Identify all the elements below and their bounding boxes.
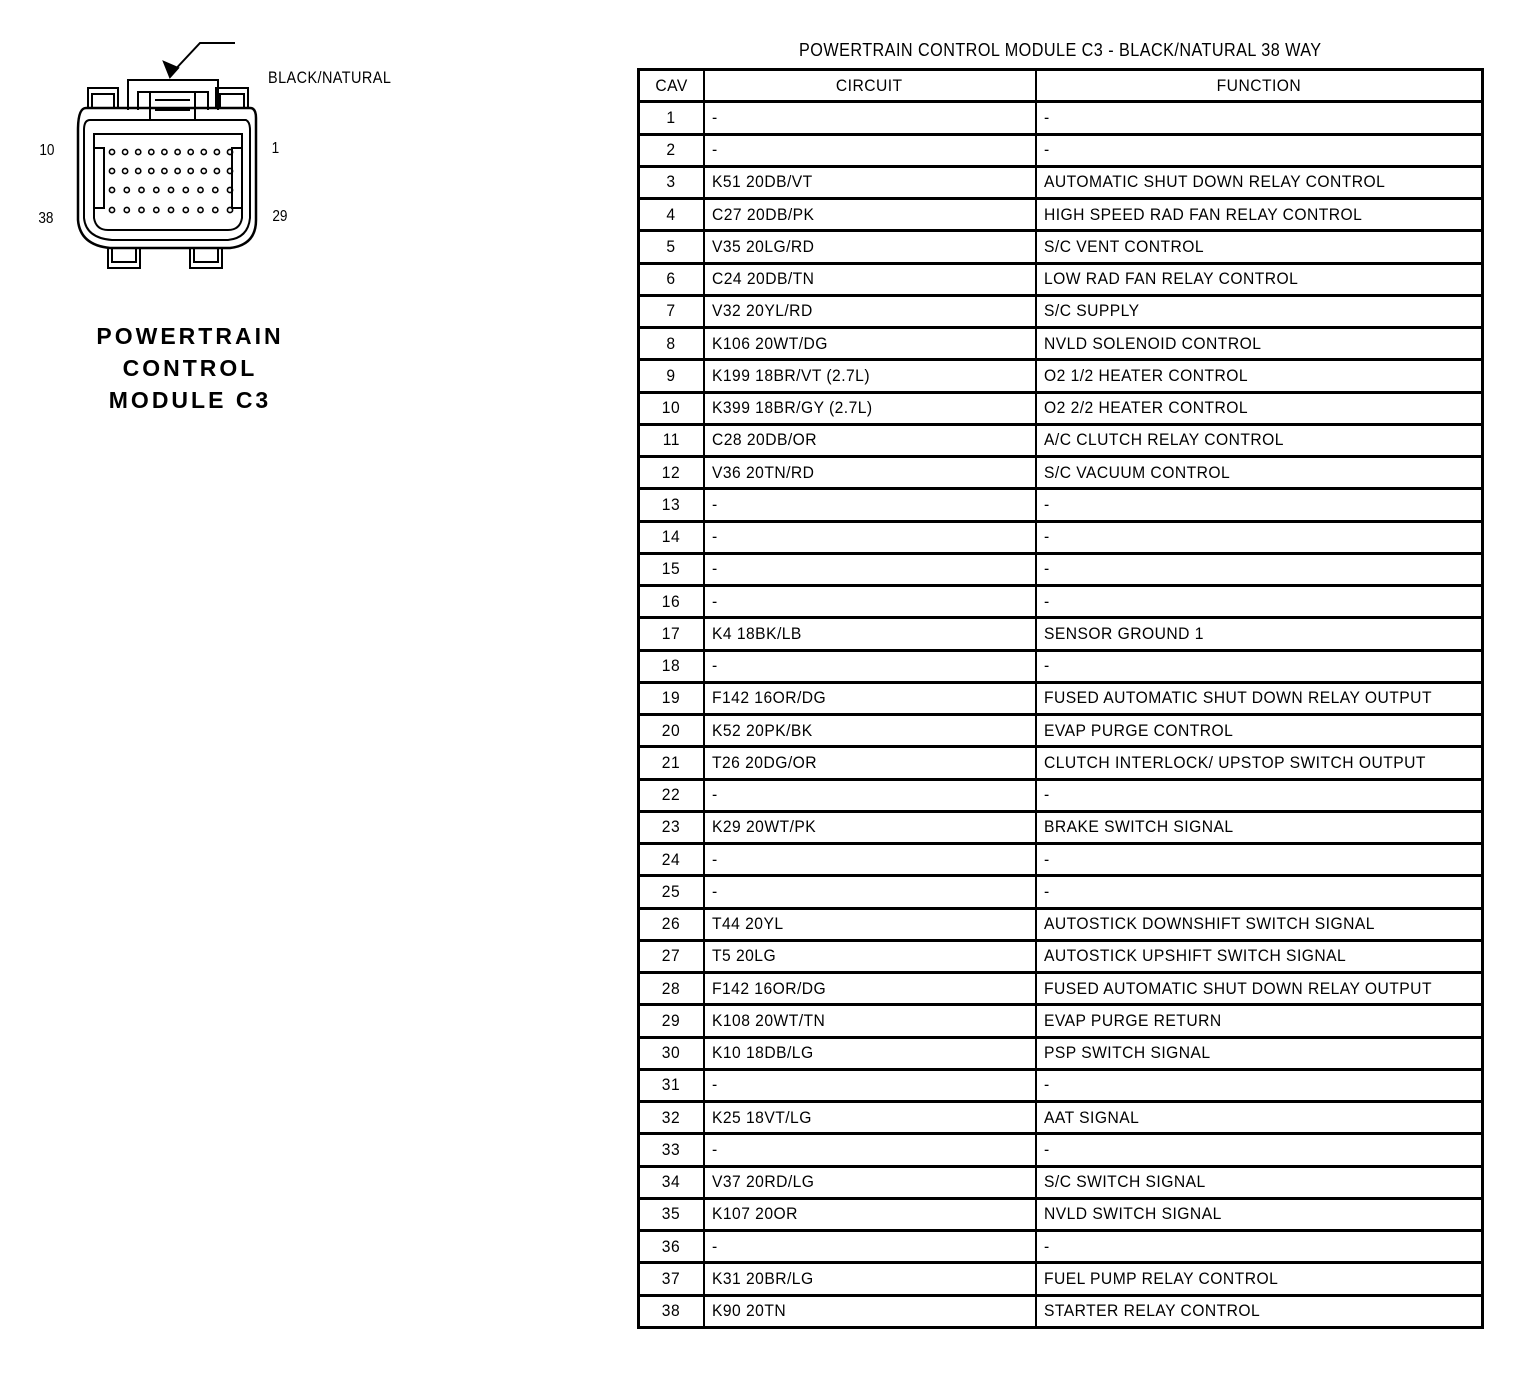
cav-cell: 12 (639, 457, 704, 489)
cav-cell: 14 (639, 521, 704, 553)
table-row (639, 844, 1483, 876)
connector-pin (154, 207, 159, 212)
connector-title-line-1: POWERTRAIN (96, 323, 284, 349)
function-cell: S/C VACUUM CONTROL (1036, 457, 1483, 489)
function-cell: FUSED AUTOMATIC SHUT DOWN RELAY OUTPUT (1036, 682, 1483, 714)
cav-cell: 17 (639, 618, 704, 650)
circuit-cell: - (704, 876, 1036, 908)
circuit-cell: K4 18BK/LB (704, 618, 1036, 650)
table-row (639, 876, 1483, 908)
function-cell: EVAP PURGE RETURN (1036, 1005, 1483, 1037)
function-cell: - (1036, 876, 1483, 908)
connector-pin (109, 168, 114, 173)
connector-pin (198, 187, 203, 192)
circuit-cell: F142 16OR/DG (704, 973, 1036, 1005)
connector-pin (183, 207, 188, 212)
table-row (639, 940, 1483, 972)
table-row (639, 424, 1483, 456)
callout-color-label: BLACK/NATURAL (268, 68, 392, 87)
function-cell: - (1036, 1069, 1483, 1101)
circuit-cell: T44 20YL (704, 908, 1036, 940)
connector-pin (162, 149, 167, 154)
connector-pin (198, 207, 203, 212)
table-row (639, 682, 1483, 714)
function-cell: - (1036, 521, 1483, 553)
function-cell: - (1036, 489, 1483, 521)
circuit-cell: K31 20BR/LG (704, 1263, 1036, 1295)
pin-label-top-right: 1 (271, 140, 280, 157)
table-row (639, 715, 1483, 747)
connector-figure (30, 30, 392, 413)
connector-latch (128, 80, 218, 110)
circuit-cell: K52 20PK/BK (704, 715, 1036, 747)
connector-pin (139, 187, 144, 192)
header-function: FUNCTION (1036, 70, 1483, 102)
table-row (639, 650, 1483, 682)
table-row (639, 779, 1483, 811)
connector-title-line-2: CONTROL (122, 355, 258, 381)
table-title-text: POWERTRAIN CONTROL MODULE C3 - BLACK/NATURAL 38 WAY (798, 40, 1322, 60)
table-row (639, 392, 1483, 424)
connector-pin (227, 149, 232, 154)
connector-pin (162, 168, 167, 173)
table-row (639, 553, 1483, 585)
circuit-cell: - (704, 586, 1036, 618)
connector-pin (227, 168, 232, 173)
table-row (639, 1069, 1483, 1101)
function-cell: S/C SWITCH SIGNAL (1036, 1166, 1483, 1198)
table-row (639, 1198, 1483, 1230)
connector-pin (201, 168, 206, 173)
table-row (639, 166, 1483, 198)
connector-pin (124, 187, 129, 192)
cav-cell: 24 (639, 844, 704, 876)
circuit-cell: - (704, 553, 1036, 585)
circuit-cell: K199 18BR/VT (2.7L) (704, 360, 1036, 392)
cav-cell: 26 (639, 908, 704, 940)
circuit-cell: - (704, 489, 1036, 521)
connector-pin (188, 168, 193, 173)
cav-cell: 19 (639, 682, 704, 714)
connector-pin (183, 187, 188, 192)
function-cell: O2 2/2 HEATER CONTROL (1036, 392, 1483, 424)
cav-cell: 11 (639, 424, 704, 456)
table-row (639, 1166, 1483, 1198)
function-cell: NVLD SWITCH SIGNAL (1036, 1198, 1483, 1230)
function-cell: - (1036, 650, 1483, 682)
connector-pin (109, 207, 114, 212)
table-row (639, 1134, 1483, 1166)
connector-pin (188, 149, 193, 154)
cav-cell: 32 (639, 1102, 704, 1134)
circuit-cell: - (704, 521, 1036, 553)
function-cell: EVAP PURGE CONTROL (1036, 715, 1483, 747)
table-row (639, 489, 1483, 521)
circuit-cell: - (704, 779, 1036, 811)
table-row (639, 586, 1483, 618)
connector-pin (154, 187, 159, 192)
circuit-cell: K399 18BR/GY (2.7L) (704, 392, 1036, 424)
connector-pin (213, 187, 218, 192)
function-cell: FUSED AUTOMATIC SHUT DOWN RELAY OUTPUT (1036, 973, 1483, 1005)
pin-label-top-left: 10 (39, 142, 55, 159)
circuit-cell: K25 18VT/LG (704, 1102, 1036, 1134)
cav-cell: 16 (639, 586, 704, 618)
circuit-cell: C24 20DB/TN (704, 263, 1036, 295)
circuit-cell: - (704, 844, 1036, 876)
circuit-cell: K51 20DB/VT (704, 166, 1036, 198)
cav-cell: 31 (639, 1069, 704, 1101)
connector-pin (227, 207, 232, 212)
connector-pin (175, 149, 180, 154)
cav-cell: 9 (639, 360, 704, 392)
function-cell: PSP SWITCH SIGNAL (1036, 1037, 1483, 1069)
function-cell: NVLD SOLENOID CONTROL (1036, 328, 1483, 360)
function-cell: - (1036, 1134, 1483, 1166)
table-row (639, 1037, 1483, 1069)
cav-cell: 21 (639, 747, 704, 779)
table-row (639, 199, 1483, 231)
circuit-cell: - (704, 650, 1036, 682)
table-row (639, 618, 1483, 650)
circuit-cell: K29 20WT/PK (704, 811, 1036, 843)
circuit-cell: - (704, 1231, 1036, 1263)
function-cell: AUTOSTICK UPSHIFT SWITCH SIGNAL (1036, 940, 1483, 972)
callout-arrow-icon (164, 62, 178, 77)
header-circuit: CIRCUIT (704, 70, 1036, 102)
table-header-row (639, 70, 1483, 102)
function-cell: CLUTCH INTERLOCK/ UPSTOP SWITCH OUTPUT (1036, 747, 1483, 779)
table-row (639, 457, 1483, 489)
table-row (639, 295, 1483, 327)
circuit-cell: - (704, 1069, 1036, 1101)
function-cell: - (1036, 586, 1483, 618)
connector-pin (168, 207, 173, 212)
circuit-cell: - (704, 1134, 1036, 1166)
circuit-cell: V32 20YL/RD (704, 295, 1036, 327)
pin-label-bottom-right: 29 (272, 208, 288, 225)
circuit-cell: V35 20LG/RD (704, 231, 1036, 263)
table-row (639, 1102, 1483, 1134)
cav-cell: 34 (639, 1166, 704, 1198)
function-cell: LOW RAD FAN RELAY CONTROL (1036, 263, 1483, 295)
function-cell: BRAKE SWITCH SIGNAL (1036, 811, 1483, 843)
circuit-cell: K108 20WT/TN (704, 1005, 1036, 1037)
cav-cell: 30 (639, 1037, 704, 1069)
connector-pin (227, 187, 232, 192)
table-row (639, 973, 1483, 1005)
connector-pin (149, 149, 154, 154)
cav-cell: 36 (639, 1231, 704, 1263)
cav-cell: 1 (639, 102, 704, 134)
function-cell: - (1036, 134, 1483, 166)
callout-leader-line (170, 43, 235, 75)
cav-cell: 15 (639, 553, 704, 585)
connector-pin (139, 207, 144, 212)
cav-cell: 25 (639, 876, 704, 908)
circuit-cell: T26 20DG/OR (704, 747, 1036, 779)
table-row (639, 134, 1483, 166)
circuit-cell: T5 20LG (704, 940, 1036, 972)
table-row (639, 231, 1483, 263)
circuit-cell: C27 20DB/PK (704, 199, 1036, 231)
connector-face (94, 134, 242, 230)
function-cell: O2 1/2 HEATER CONTROL (1036, 360, 1483, 392)
cav-cell: 6 (639, 263, 704, 295)
function-cell: S/C SUPPLY (1036, 295, 1483, 327)
table-row (639, 1231, 1483, 1263)
function-cell: AUTOMATIC SHUT DOWN RELAY CONTROL (1036, 166, 1483, 198)
cav-cell: 7 (639, 295, 704, 327)
function-cell: - (1036, 553, 1483, 585)
pinout-table-body (639, 102, 1483, 1328)
function-cell: - (1036, 844, 1483, 876)
cav-cell: 35 (639, 1198, 704, 1230)
connector-pin (168, 187, 173, 192)
connector-pin (136, 168, 141, 173)
connector-pin-grid (109, 149, 232, 212)
circuit-cell: - (704, 102, 1036, 134)
connector-pin (175, 168, 180, 173)
circuit-cell: K107 20OR (704, 1198, 1036, 1230)
pin-label-bottom-left: 38 (38, 210, 54, 227)
cav-cell: 2 (639, 134, 704, 166)
cav-cell: 29 (639, 1005, 704, 1037)
cav-cell: 13 (639, 489, 704, 521)
cav-cell: 33 (639, 1134, 704, 1166)
pinout-table (637, 68, 1484, 1329)
cav-cell: 10 (639, 392, 704, 424)
function-cell: HIGH SPEED RAD FAN RELAY CONTROL (1036, 199, 1483, 231)
table-row (639, 360, 1483, 392)
cav-cell: 3 (639, 166, 704, 198)
table-row (639, 1005, 1483, 1037)
function-cell: - (1036, 779, 1483, 811)
cav-cell: 5 (639, 231, 704, 263)
circuit-cell: K90 20TN (704, 1295, 1036, 1327)
table-row (639, 521, 1483, 553)
connector-pin (201, 149, 206, 154)
cav-cell: 8 (639, 328, 704, 360)
table-row (639, 102, 1483, 134)
function-cell: - (1036, 1231, 1483, 1263)
table-row (639, 1295, 1483, 1327)
circuit-cell: F142 16OR/DG (704, 682, 1036, 714)
table-row (639, 908, 1483, 940)
cav-cell: 22 (639, 779, 704, 811)
cav-cell: 20 (639, 715, 704, 747)
circuit-cell: V37 20RD/LG (704, 1166, 1036, 1198)
header-cav: CAV (639, 70, 704, 102)
cav-cell: 23 (639, 811, 704, 843)
function-cell: FUEL PUMP RELAY CONTROL (1036, 1263, 1483, 1295)
table-row (639, 328, 1483, 360)
cav-cell: 4 (639, 199, 704, 231)
connector-pin (136, 149, 141, 154)
circuit-cell: V36 20TN/RD (704, 457, 1036, 489)
table-row (639, 811, 1483, 843)
connector-pin (109, 149, 114, 154)
circuit-cell: K106 20WT/DG (704, 328, 1036, 360)
function-cell: SENSOR GROUND 1 (1036, 618, 1483, 650)
circuit-cell: C28 20DB/OR (704, 424, 1036, 456)
function-cell: AUTOSTICK DOWNSHIFT SWITCH SIGNAL (1036, 908, 1483, 940)
function-cell: A/C CLUTCH RELAY CONTROL (1036, 424, 1483, 456)
cav-cell: 18 (639, 650, 704, 682)
function-cell: S/C VENT CONTROL (1036, 231, 1483, 263)
function-cell: STARTER RELAY CONTROL (1036, 1295, 1483, 1327)
cav-cell: 28 (639, 973, 704, 1005)
table-title (640, 40, 1480, 61)
circuit-cell: - (704, 134, 1036, 166)
connector-pin (149, 168, 154, 173)
connector-pin (109, 187, 114, 192)
connector-title-line-3: MODULE C3 (108, 387, 272, 413)
table-row (639, 263, 1483, 295)
connector-pin (214, 149, 219, 154)
connector-pin (213, 207, 218, 212)
connector-title (90, 320, 290, 416)
cav-cell: 27 (639, 940, 704, 972)
table-row (639, 747, 1483, 779)
function-cell: AAT SIGNAL (1036, 1102, 1483, 1134)
cav-cell: 37 (639, 1263, 704, 1295)
connector-pin (123, 149, 128, 154)
function-cell: - (1036, 102, 1483, 134)
connector-pin (124, 207, 129, 212)
connector-pin (123, 168, 128, 173)
circuit-cell: K10 18DB/LG (704, 1037, 1036, 1069)
table-row (639, 1263, 1483, 1295)
connector-pin (214, 168, 219, 173)
cav-cell: 38 (639, 1295, 704, 1327)
